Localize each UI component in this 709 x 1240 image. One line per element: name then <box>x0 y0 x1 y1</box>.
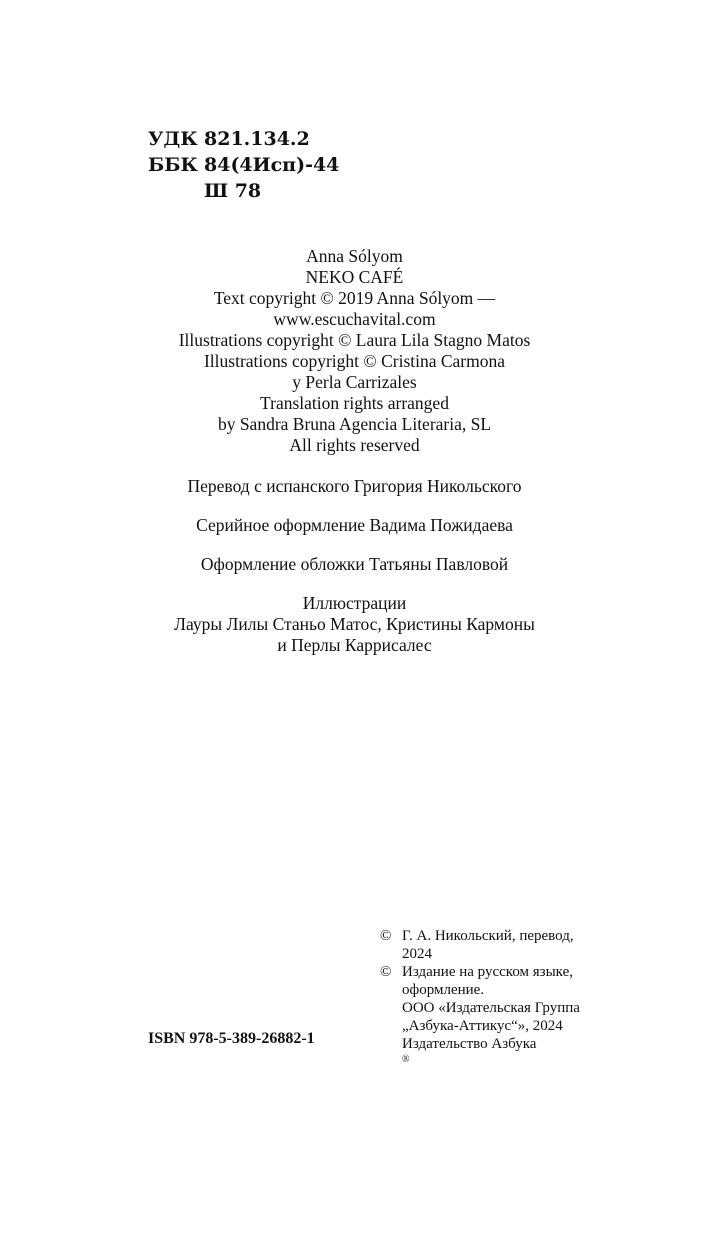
illustrations-line: Лауры Лилы Станьо Матос, Кристины Кармоны <box>174 614 535 634</box>
series-design-credit: Серийное оформление Вадима Пожидаева <box>196 515 513 535</box>
udk-row <box>148 126 339 152</box>
registered-mark-icon: ® <box>402 1054 410 1065</box>
rights-line: Text copyright © 2019 Anna Sólyom — <box>213 288 496 308</box>
illustrations-line: и Перлы Каррисалес <box>277 635 432 655</box>
rights-line: by Sandra Bruna Agencia Literaria, SL <box>217 414 492 434</box>
bbk-value: 84(4Исп)-44 <box>204 154 340 176</box>
classification-block <box>148 126 339 204</box>
illustrations-line: Иллюстрации <box>302 593 407 613</box>
rights-line: www.escuchavital.com <box>273 309 436 329</box>
rights-line: Illustrations copyright © Laura Lila Stagno Matos <box>178 330 531 350</box>
isbn: ISBN 978-5-389-26882-1 <box>148 1030 315 1047</box>
udk-value: 821.134.2 <box>204 128 310 150</box>
bbk-label: ББК <box>148 154 198 176</box>
rights-line: Translation rights arranged <box>260 393 449 413</box>
rights-line: NEKO CAFÉ <box>305 267 404 287</box>
cover-design-credit: Оформление обложки Татьяны Павловой <box>200 554 509 574</box>
rights-line: Illustrations copyright © Cristina Carmona <box>203 351 506 371</box>
rights-line: y Perla Carrizales <box>292 372 417 392</box>
author-mark-row <box>148 178 339 204</box>
illustrations-credit <box>0 593 709 656</box>
copyright-icon: © <box>380 964 392 980</box>
author-mark: Ш 78 <box>204 180 262 202</box>
copyright-entry-translation: © Г. А. Никольский, перевод, 2024 <box>380 928 574 962</box>
udk-label: УДК <box>148 128 198 150</box>
copyright-notices <box>380 927 580 1071</box>
translation-credit: Перевод с испанского Григория Никольского <box>187 476 522 496</box>
copyright-entry-edition: © Издание на русском языке, оформление. ООО «Издательская Группа „Азбука-Аттикус“», 2024 Издательство Азбука ® <box>380 963 580 1071</box>
rights-line: All rights reserved <box>289 435 420 455</box>
copyright-icon: © <box>380 928 392 944</box>
rights-line: Anna Sólyom <box>306 246 403 266</box>
rights-block <box>0 246 709 456</box>
bbk-row <box>148 152 339 178</box>
